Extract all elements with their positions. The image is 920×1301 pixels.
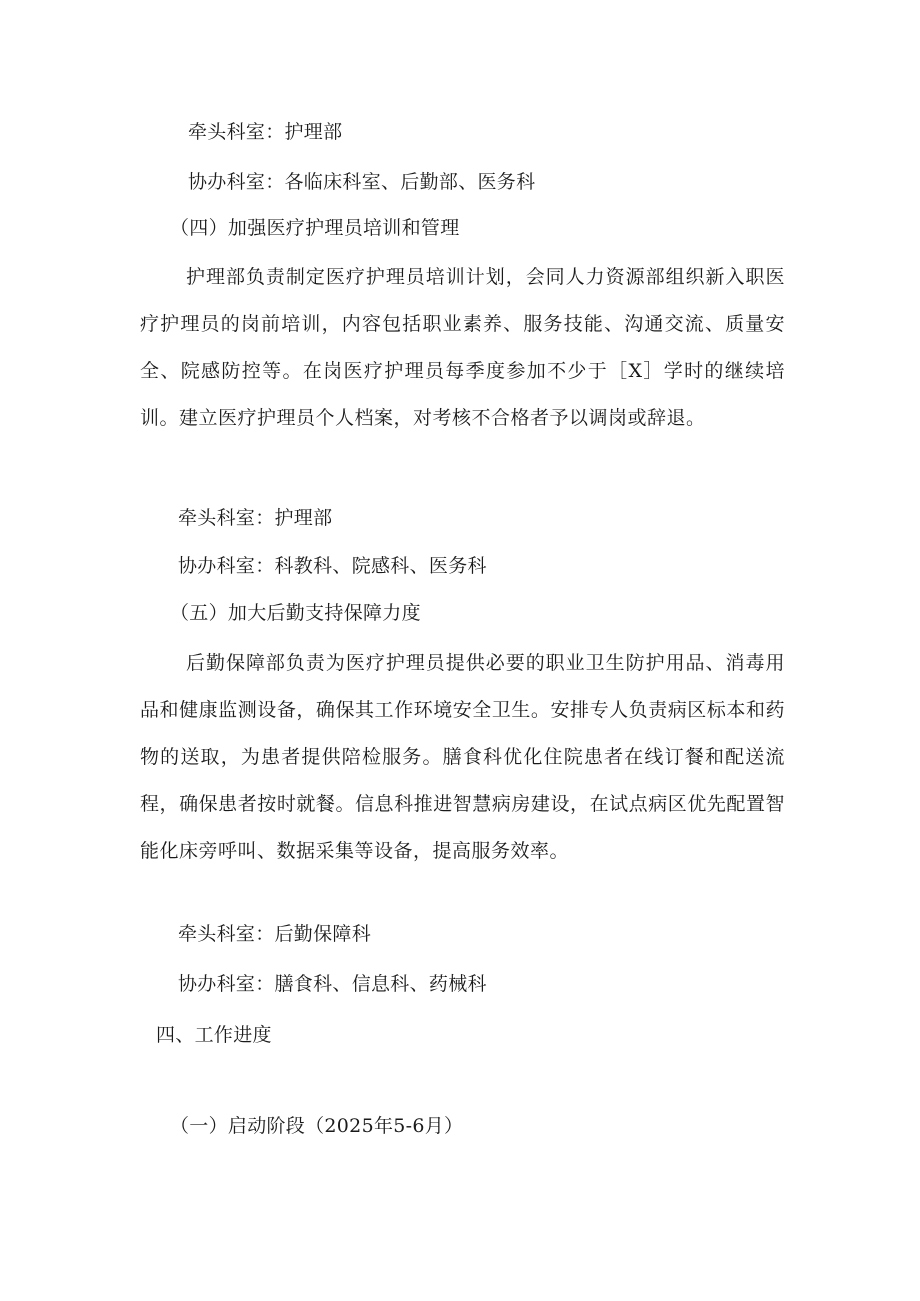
lead-department-3: 牵头科室：后勤保障科 xyxy=(178,923,372,945)
assist-department-1: 协办科室：各临床科室、后勤部、医务科 xyxy=(188,171,536,193)
paragraph-logistics-text: 后勤保障部负责为医疗护理员提供必要的职业卫生防护用品、消毒用品和健康监测设备，确保其工作环境安全卫生。安排专人负责病区标本和药物的送取，为患者提供陪检服务。膳食科优化住院患者在线订餐和配送流程，确保患者按时就餐。信息科推进智慧病房建设，在试点病区优先配置智能化床旁呼叫、数据采集等设备，提高服务效率。 xyxy=(140,652,785,862)
paragraph-training-text: 护理部负责制定医疗护理员培训计划，会同人力资源部组织新入职医疗护理员的岗前培训，内容包括职业素养、服务技能、沟通交流、质量安全、院感防控等。在岗医疗护理员每季度参加不少于［X］学时的继续培训。建立医疗护理员个人档案，对考核不合格者予以调岗或辞退。 xyxy=(140,266,785,429)
lead-department-1: 牵头科室：护理部 xyxy=(188,121,343,143)
subheading-4: （四）加强医疗护理员培训和管理 xyxy=(170,217,460,239)
subheading-5: （五）加大后勤支持保障力度 xyxy=(170,602,421,624)
paragraph-logistics xyxy=(140,640,785,875)
section-heading-progress: 四、工作进度 xyxy=(156,1024,272,1046)
paragraph-training xyxy=(140,254,785,442)
subheading-startup-phase: （一）启动阶段（2025年5-6月） xyxy=(170,1115,464,1137)
assist-department-3: 协办科室：膳食科、信息科、药械科 xyxy=(178,973,487,995)
assist-department-2: 协办科室：科教科、院感科、医务科 xyxy=(178,555,487,577)
lead-department-2: 牵头科室：护理部 xyxy=(178,507,333,529)
